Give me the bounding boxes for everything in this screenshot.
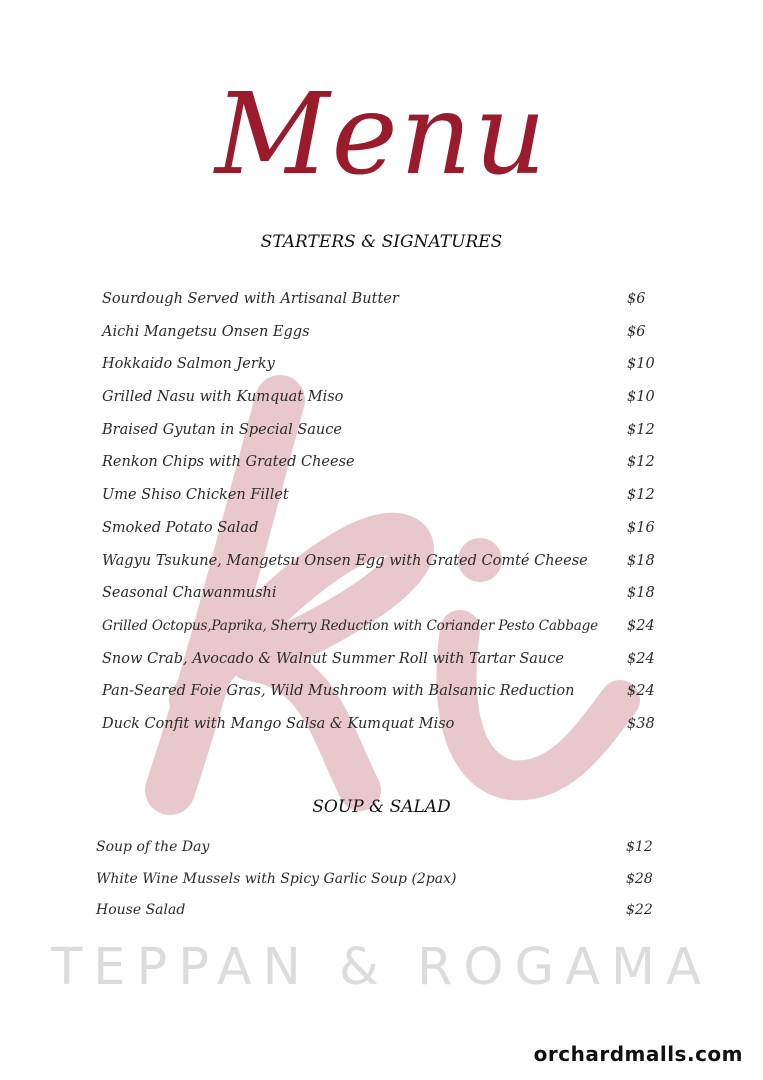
menu-item — [96, 871, 656, 903]
menu-item-price: $18 — [627, 585, 655, 602]
menu-item-price: $12 — [627, 421, 655, 438]
menu-item-name: Braised Gyutan in Special Sauce — [102, 421, 342, 438]
menu-title: Menu — [214, 70, 549, 200]
menu-item — [102, 356, 662, 389]
menu-item-price: $12 — [627, 487, 655, 504]
menu-item-price: $12 — [626, 839, 653, 855]
menu-item-name: Snow Crab, Avocado & Walnut Summer Roll with Tartar Sauce — [102, 650, 564, 667]
menu-item — [102, 324, 662, 357]
menu-item — [102, 422, 662, 455]
menu-item — [102, 683, 662, 716]
site-credit: orchardmalls.com — [533, 1042, 743, 1066]
menu-item-price: $24 — [627, 683, 655, 700]
menu-item-price: $18 — [627, 552, 655, 569]
menu-item-name: Duck Confit with Mango Salsa & Kumquat Miso — [102, 715, 455, 732]
menu-item-name: Soup of the Day — [96, 839, 210, 855]
starters-list — [102, 291, 662, 749]
menu-item — [102, 553, 662, 586]
menu-item-name: Seasonal Chawanmushi — [102, 585, 277, 602]
menu-item — [102, 389, 662, 422]
menu-item — [102, 291, 662, 324]
menu-item-price: $10 — [627, 356, 655, 373]
menu-item-name: Grilled Nasu with Kumquat Miso — [102, 389, 344, 406]
menu-item — [102, 487, 662, 520]
menu-item-name: Wagyu Tsukune, Mangetsu Onsen Egg with Grated Comté Cheese — [102, 552, 588, 569]
menu-item-price: $16 — [627, 519, 655, 536]
section-heading-soup-salad: SOUP & SALAD — [312, 797, 451, 817]
menu-item — [102, 454, 662, 487]
menu-item-price: $24 — [627, 650, 655, 667]
soup-salad-list — [96, 839, 656, 934]
menu-item — [96, 902, 656, 934]
menu-item-name: Smoked Potato Salad — [102, 519, 259, 536]
brand-footer: TEPPAN & ROGAMA — [51, 938, 712, 997]
menu-item-price: $6 — [627, 323, 646, 340]
menu-item-name: House Salad — [96, 902, 186, 918]
section-heading-starters: STARTERS & SIGNATURES — [260, 232, 503, 252]
menu-item-name: Renkon Chips with Grated Cheese — [102, 454, 355, 471]
menu-item-price: $28 — [626, 870, 653, 887]
menu-item-name: Grilled Octopus,Paprika, Sherry Reduction with Coriander Pesto Cabbage — [102, 617, 598, 634]
menu-item-price: $10 — [627, 389, 655, 406]
menu-item-name: Sourdough Served with Artisanal Butter — [102, 291, 399, 307]
menu-item-price: $38 — [627, 715, 655, 732]
menu-item-price: $24 — [627, 617, 655, 634]
menu-item — [102, 716, 662, 749]
menu-item-name: Ume Shiso Chicken Fillet — [102, 487, 289, 504]
menu-item — [102, 651, 662, 684]
menu-item-name: White Wine Mussels with Spicy Garlic Soup (2pax) — [96, 870, 457, 887]
menu-item-price: $6 — [627, 291, 646, 307]
menu-item — [102, 585, 662, 618]
menu-item-name: Pan-Seared Foie Gras, Wild Mushroom with Balsamic Reduction — [102, 683, 575, 700]
menu-item-name: Hokkaido Salmon Jerky — [102, 356, 275, 373]
menu-item-name: Aichi Mangetsu Onsen Eggs — [102, 323, 310, 340]
menu-item-price: $22 — [626, 902, 653, 918]
menu-item-price: $12 — [627, 454, 655, 471]
menu-item — [102, 618, 662, 651]
menu-item — [102, 520, 662, 553]
menu-item — [96, 839, 656, 871]
